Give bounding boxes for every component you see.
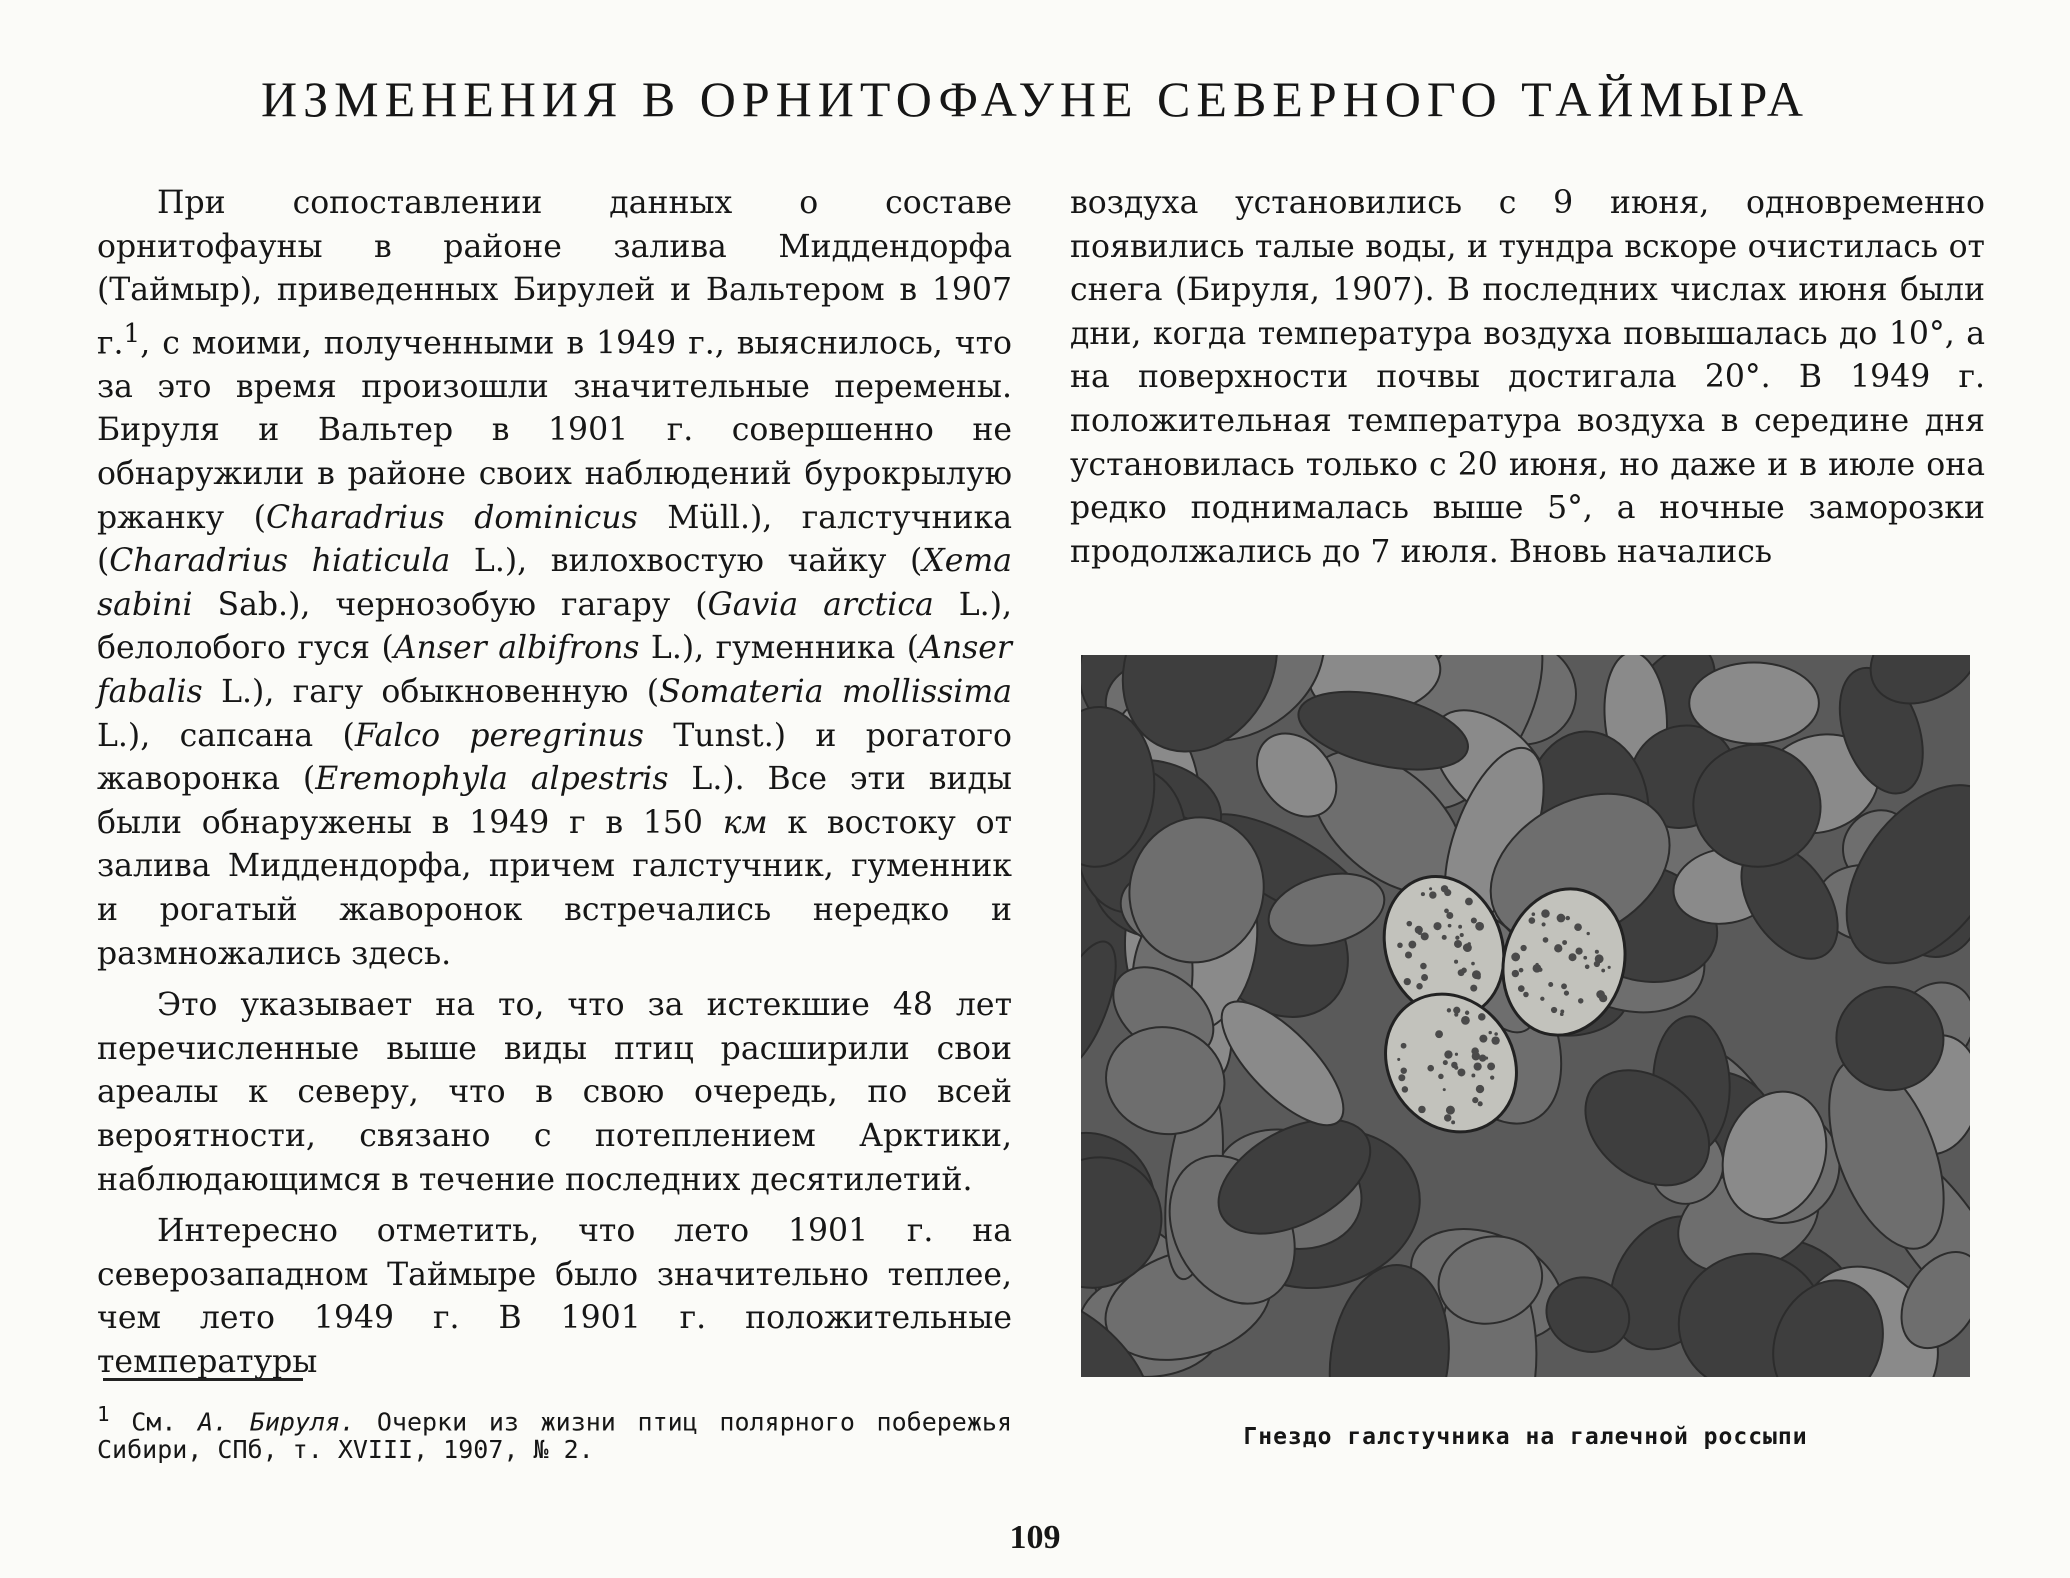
- unit: км: [722, 804, 768, 841]
- pebble: [1689, 663, 1819, 744]
- footnote-mark: 1: [97, 1402, 110, 1426]
- species-name: Gavia arctica: [707, 586, 934, 623]
- footnote-author: А. Бируля.: [198, 1407, 356, 1437]
- paragraph: Интересно отметить, что лето 1901 г. на северозападном Таймыре было значительно теплее, чем лето 1949 г. В 1901 г. положительные температуры: [97, 1213, 1012, 1380]
- species-name: Charadrius hiaticula: [109, 543, 451, 580]
- species-name: Xema sabini: [97, 543, 1012, 623]
- footnote-reference[interactable]: 1: [123, 318, 141, 349]
- pebbles-and-eggs-image: [1081, 655, 1970, 1377]
- article-title: ИЗМЕНЕНИЯ В ОРНИТОФАУНЕ СЕВЕРНОГО ТАЙМЫРА: [260, 71, 1809, 127]
- species-name: Falco peregrinus: [354, 717, 644, 754]
- right-text-column: [1070, 182, 1985, 574]
- species-name: Charadrius dominicus: [265, 499, 638, 536]
- species-name: Somateria mollissima: [659, 674, 1013, 711]
- figure-caption: Гнездо галстучника на галечной россыпи: [1243, 1424, 1808, 1450]
- paragraph: воздуха установились с 9 июня, одновременно появились талые воды, и тундра вскоре очистилась от снега (Бируля, 1907). В последних числах июня были дни, когда температура воздуха повышалась до 10°, а на поверхности почвы достигала 20°. В 1949 г. положительная температура воздуха в середине дня установилась только с 20 июня, но даже и в июле она редко поднималась выше 5°, а ночные заморозки продолжались до 7 июля. Вновь начались: [1070, 185, 1985, 570]
- paragraph: При сопоставлении данных о составе орнитофауны в районе залива Миддендорфа (Таймыр), приведенных Бирулей и Вальтером в 1907 г.$^1$, с моими, полученными в 1949 г., выяснилось, что за это время произошли значительные перемены. Бируля и Вальтер в 1901 г. совершенно не обнаружили в районе своих наблюдений бурокрылую ржанку (Charadrius dominicus Müll.), галстучника (Charadrius hiaticula L.), вилохвостую чайку (Xema sabini Sab.), чернозобую гагару (Gavia arctica L.), белолобого гуся (Anser albifrons L.), гуменника (Anser fabalis L.), гагу обыкновенную (Somateria mollissima L.), сапсана (Falco peregrinus Tunst.) и рогатого жаворонка (Eremophyla alpestris L.). Все эти виды были обнаружены в 1949 г в 150 км к востоку от залива Миддендорфа, причем галстучник, гуменник и рогатый жаворонок встречались нередко и размножались здесь.: [97, 185, 1013, 972]
- left-text-column: [97, 182, 1012, 1393]
- species-name: Anser fabalis: [97, 630, 1012, 711]
- species-name: Eremophyla alpestris: [315, 761, 669, 798]
- species-name: Anser albifrons: [393, 630, 640, 667]
- nest-photo: [1081, 655, 1970, 1377]
- footnote: $^1$ См. А. Бируля. Очерки из жизни птиц полярного побережья Сибири, СПб, т. XVIII, 1907, № 2.: [97, 1402, 1012, 1465]
- paragraph: Это указывает на то, что за истекшие 48 лет перечисленные выше виды птиц расширили свои ареалы к северу, что в свою очередь, по всей вероятности, связано с потеплением Арктики, наблюдающимся в течение последних десятилетий.: [97, 987, 1012, 1198]
- page-number: 109: [1009, 1519, 1061, 1556]
- footnote-divider: [103, 1378, 303, 1381]
